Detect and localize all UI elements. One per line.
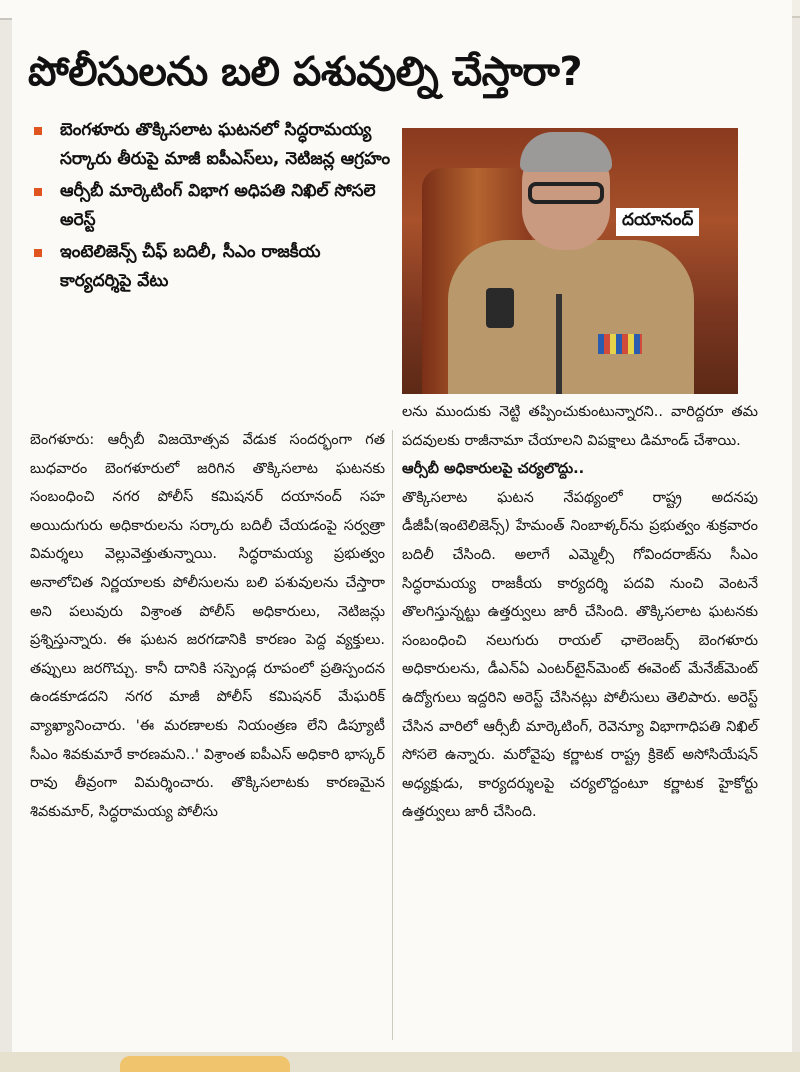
bullet-text: ఇంటెలిజెన్స్ చీఫ్ బదిలీ, సీఎం రాజకీయ కార్యదర్శిపై వేటు — [60, 242, 321, 291]
highlight-bullets — [32, 116, 397, 299]
body-camera — [486, 288, 514, 328]
glasses — [528, 182, 604, 204]
hair — [520, 132, 612, 172]
article-body-left: బెంగళూరు: ఆర్సీబీ విజయోత్సవ వేడుక సందర్భంగా గత బుధవారం బెంగళూరులో జరిగిన తొక్కిసలాట ఘటనకు సంబంధించి నగర పోలీస్ కమిషనర్ దయానంద్ సహ అయిదుగురు అధికారులను సర్కారు బదిలీ చేయడంపై సర్వత్రా విమర్శలు వెల్లువెత్తుతున్నాయి. సిద్ధరామయ్య ప్రభుత్వం అనాలోచిత నిర్ణయాలకు పోలీసులను బలి పశువులను చేస్తారా అని పలువురు విశ్రాంత పోలీస్ అధికారులు, నెటిజన్లు ప్రశ్నిస్తున్నారు. ఈ ఘటన జరగడానికి కారణం పెద్ద వ్యక్తులు. తప్పులు జరగొచ్చు. కానీ దానికి సస్పెండ్ల రూపంలో ప్రతిస్పందన ఉండకూడదని నగర మాజీ పోలీస్ కమిషనర్ మేఘరిక్ వ్యాఖ్యానించారు. 'ఈ మరణాలకు నియంత్రణ లేని డిప్యూటీ సీఎం శివకుమారే కారణమని..' విశ్రాంత ఐపీఎస్ అధికారి భాస్కర్ రావు తీవ్రంగా విమర్శించారు. తొక్కిసలాటకు కారణమైన శివకుమార్, సిద్ధరామయ్య పోలీసు — [30, 432, 385, 820]
bullet-item — [32, 116, 397, 174]
bullet-item — [32, 238, 397, 296]
article-body-right-intro: లను ముందుకు నెట్టి తప్పించుకుంటున్నారని.. వారిద్దరూ తమ పదవులకు రాజీనామా చేయాలని విపక్షాలు డిమాండ్ చేశాయి. — [402, 404, 758, 449]
headline: పోలీసులను బలి పశువుల్ని చేస్తారా? — [28, 49, 583, 95]
article-subhead: ఆర్సీబీ అధికారులపై చర్యలొద్దు.. — [402, 461, 585, 478]
article-body-right-text: తొక్కిసలాట ఘటన నేపథ్యంలో రాష్ట్ర అదనపు డీజీపీ(ఇంటెలిజెన్స్) హేమంత్ నింబాళ్కర్‌ను ప్రభుత్వం శుక్రవారం బదిలీ చేసింది. అలాగే ఎమ్మెల్సీ గోవిందరాజ్‌ను సీఎం సిద్ధరామయ్య రాజకీయ కార్యదర్శి పదవి నుంచి వెంటనే తొలగిస్తున్నట్టు ఉత్తర్వులు జారీ చేసింది. తొక్కిసలాట ఘటనకు సంబంధించి నలుగురు రాయల్ ఛాలెంజర్స్ బెంగళూరు అధికారులను, డీఎన్ఏ ఎంటర్‌టైన్‌మెంట్ ఈవెంట్ మేనేజ్‌మెంట్ ఉద్యోగులు ఇద్దరిని అరెస్ట్ చేసినట్లు పోలీసులు తెలిపారు. అరెస్ట్ చేసిన వారిలో ఆర్సీబీ మార్కెటింగ్, రెవెన్యూ విభాగాధిపతి నిఖిల్ సోసలె ఉన్నారు. మరోవైపు కర్ణాటక రాష్ట్ర క్రికెట్ అసోసియేషన్ అధ్యక్షుడు, కార్యదర్శులపై చర్యలొద్దంటూ కర్ణాటక హైకోర్టు ఉత్తర్వులు జారీ చేసింది. — [402, 489, 758, 821]
photo-caption: దయానంద్ — [616, 208, 699, 236]
bullet-item — [32, 177, 397, 235]
officer-photo — [402, 128, 738, 394]
square-bullet-icon — [34, 249, 42, 257]
bullet-text: బెంగళూరు తొక్కిసలాట ఘటనలో సిద్ధరామయ్య సర్కారు తీరుపై మాజీ ఐపీఎస్‌లు, నెటిజన్ల ఆగ్రహం — [60, 120, 391, 169]
square-bullet-icon — [34, 188, 42, 196]
column-divider — [392, 430, 393, 1040]
article-body-right — [402, 398, 758, 827]
bottom-adjacent-accent — [120, 1056, 290, 1072]
square-bullet-icon — [34, 127, 42, 135]
bullet-text: ఆర్సీబీ మార్కెటింగ్ విభాగ అధిపతి నిఖిల్ సోసలె అరెస్ట్ — [60, 181, 376, 230]
uniform-torso — [448, 240, 694, 394]
microphone — [556, 294, 562, 394]
medal-ribbons — [598, 334, 642, 354]
